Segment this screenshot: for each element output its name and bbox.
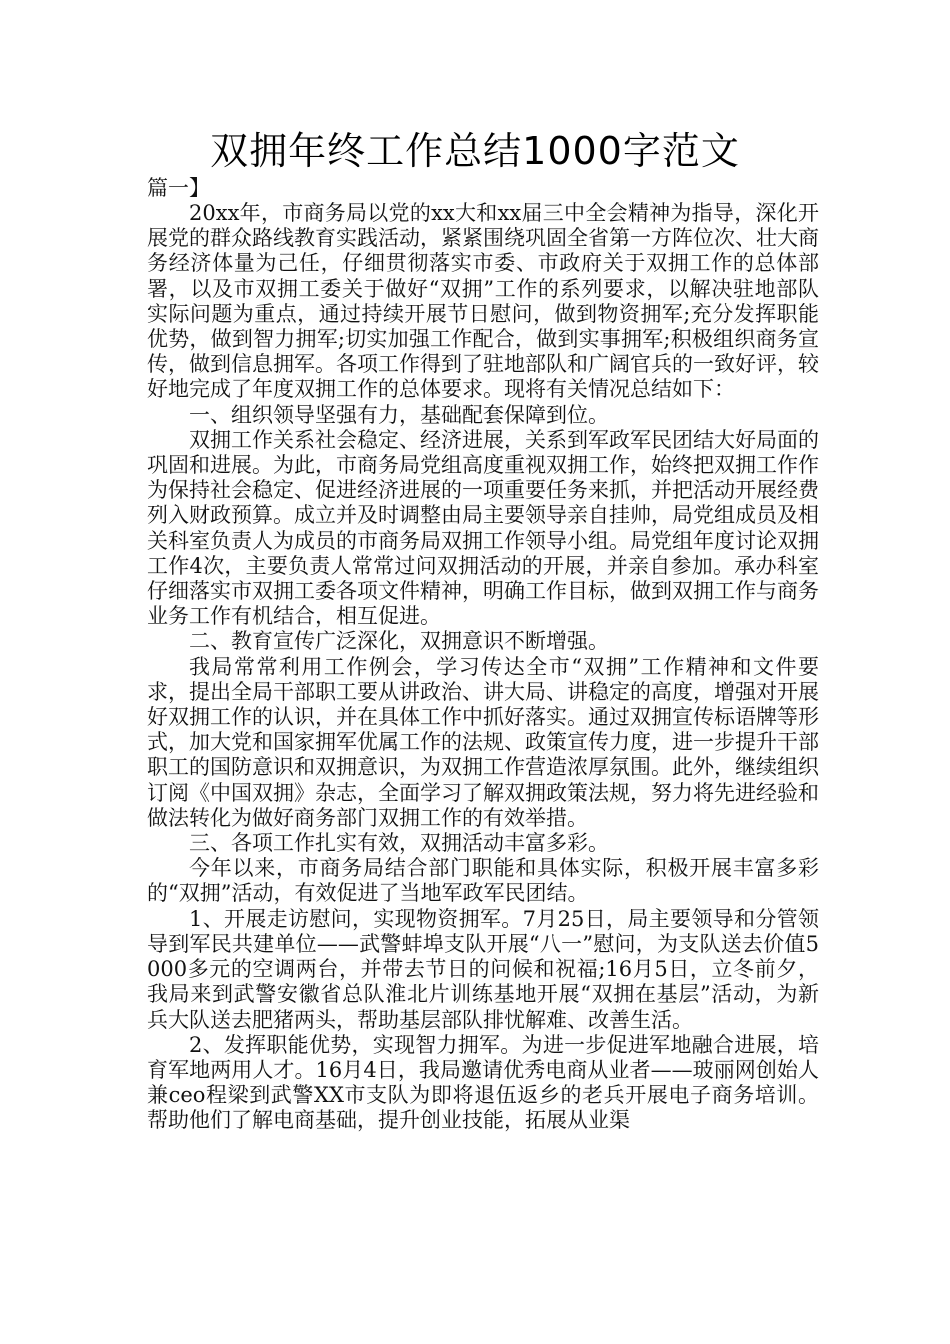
document-title: 双拥年终工作总结1000字范文 [210, 129, 740, 173]
paragraph-activities: 今年以来，市商务局结合部门职能和具体实际，积极开展丰富多彩的“双拥”活动，有效促进了当地军政军民团结。 [147, 856, 819, 906]
paragraph-education: 我局常常利用工作例会，学习传达全市“双拥”工作精神和文件要求，提出全局干部职工要从讲政治、讲大局、讲稳定的高度，增强对开展好双拥工作的认识，并在具体工作中抓好落实。通过双拥宣传标语牌等形式，加大党和国家拥军优属工作的法规、政策宣传力度，进一步提升干部职工的国防意识和双拥意识，为双拥工作营造浓厚氛围。此外，继续组织订阅《中国双拥》杂志，全面学习了解双拥政策法规，努力将先进经验和做法转化为做好商务部门双拥工作的有效举措。 [147, 654, 819, 830]
document-body [147, 176, 819, 1134]
paragraph-intro: 20xx年，市商务局以党的xx大和xx届三中全会精神为指导，深化开展党的群众路线教育实践活动，紧紧围绕巩固全省第一方阵位次、壮大商务经济体量为己任，仔细贯彻落实市委、市政府关于双拥工作的总体部署，以及市双拥工委关于做好“双拥”工作的系列要求，以解决驻地部队实际问题为重点，通过持续开展节日慰问，做到物资拥军;充分发挥职能优势，做到智力拥军;切实加强工作配合，做到实事拥军;积极组织商务宣传，做到信息拥军。各项工作得到了驻地部队和广阔官兵的一致好评，较好地完成了年度双拥工作的总体要求。现将有关情况总结如下： [147, 201, 819, 402]
paragraph-organization: 双拥工作关系社会稳定、经济进展，关系到军政军民团结大好局面的巩固和进展。为此，市商务局党组高度重视双拥工作，始终把双拥工作作为保持社会稳定、促进经济进展的一项重要任务来抓，并把活动开展经费列入财政预算。成立并及时调整由局主要领导亲自挂帅，局党组成员及相关科室负责人为成员的市商务局双拥工作领导小组。局党组年度讨论双拥工作4次，主要负责人常常过问双拥活动的开展，并亲自参加。承办科室仔细落实市双拥工委各项文件精神，明确工作目标，做到双拥工作与商务业务工作有机结合，相互促进。 [147, 427, 819, 629]
heading-organization: 一、组织领导坚强有力，基础配套保障到位。 [189, 402, 609, 427]
heading-education: 二、教育宣传广泛深化，双拥意识不断增强。 [189, 629, 609, 654]
paragraph-item-2: 2、发挥职能优势，实现智力拥军。为进一步促进军地融合进展，培育军地两用人才。16月4日，我局邀请优秀电商从业者——玻丽网创始人兼ceo程梁到武警XX市支队为即将退伍返乡的老兵开展电子商务培训。帮助他们了解电商基础，提升创业技能，拓展从业渠 [147, 1032, 819, 1133]
paragraph-item-1: 1、开展走访慰问，实现物资拥军。7月25日，局主要领导和分管领导到军民共建单位——武警蚌埠支队开展“八一”慰问，为支队送去价值5000多元的空调两台，并带去节日的问候和祝福;16月5日，立冬前夕，我局来到武警安徽省总队淮北片训练基地开展“双拥在基层”活动，为新兵大队送去肥猪两头，帮助基层部队排忧解难、改善生活。 [147, 906, 819, 1032]
heading-activities: 三、各项工作扎实有效，双拥活动丰富多彩。 [189, 831, 609, 856]
section-label: 篇一】 [147, 176, 210, 200]
